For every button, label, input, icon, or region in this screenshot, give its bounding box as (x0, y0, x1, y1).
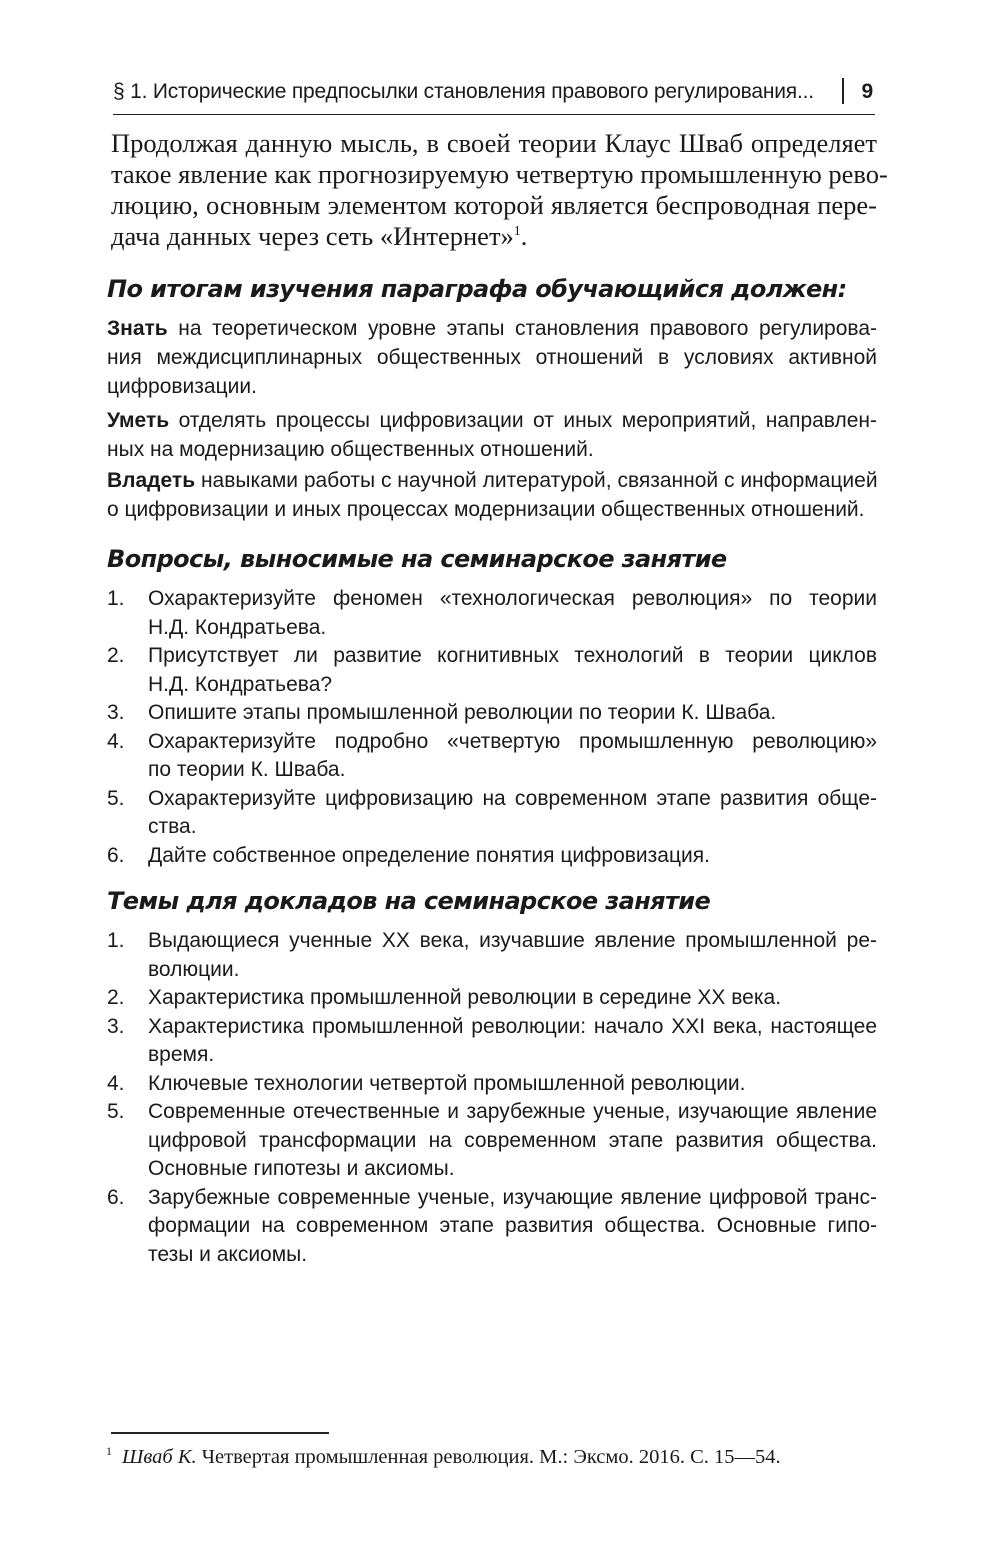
list-item-number: 2. (107, 986, 125, 1009)
list-item-number: 5. (107, 786, 125, 810)
list-item-number: 4. (107, 1071, 125, 1095)
outcome-able-lead: Уметь (107, 409, 170, 432)
topics-heading: Темы для докладов на семинарское занятие (107, 887, 711, 915)
list-item (107, 1013, 877, 1070)
list-item-line: по теории К. Шваба. (148, 758, 346, 781)
list-item-number: 6. (107, 1185, 125, 1209)
footnote-reference[interactable]: 1 (513, 224, 521, 240)
list-item-line: ства. (148, 815, 197, 838)
outcome-master-text: навыками работы с научной литературой, связанной с информацией (195, 469, 878, 492)
outcome-master (107, 466, 877, 524)
list-item-number: 4. (107, 729, 125, 753)
questions-heading: Вопросы, выносимые на семинарское занятие (107, 545, 727, 573)
outcome-master-lead: Владеть (107, 469, 196, 492)
list-item-line: время. (148, 1043, 215, 1066)
outcome-able-line: ных на модернизацию общественных отношений. (107, 438, 594, 461)
list-item (107, 1098, 877, 1184)
outcome-know-line: ния междисциплинарных общественных отношений в условиях активной (107, 346, 877, 369)
list-item (107, 699, 877, 728)
outcome-able-line (107, 406, 877, 435)
running-header-title: § 1. Исторические предпосылки становления правового регулирования... (113, 80, 814, 103)
outcome-able (107, 406, 877, 464)
list-item-line: Н.Д. Кондратьева? (148, 672, 333, 696)
list-item (107, 984, 877, 1013)
list-item-line: Охарактеризуйте феномен «технологическая революция» по теории (148, 587, 877, 610)
list-item-number: 5. (107, 1100, 125, 1123)
page-number: 9 (861, 80, 873, 103)
outcome-master-line: о цифровизации и иных процессах модернизации общественных отношений. (107, 498, 865, 521)
intro-line-tail: . (520, 221, 528, 251)
list-item-line: Основные гипотезы и аксиомы. (148, 1157, 455, 1180)
list-item-number: 2. (107, 644, 125, 667)
list-item (107, 927, 877, 984)
topics-list (107, 927, 877, 1269)
list-item (107, 728, 877, 785)
questions-list (107, 585, 877, 870)
running-header-divider (842, 78, 844, 104)
list-item (107, 785, 877, 842)
footnote-mark: 1 (106, 1444, 112, 1458)
outcome-able-text: отделять процессы цифровизации от иных мероприятий, направлен- (169, 409, 877, 432)
list-item (107, 642, 877, 699)
list-item (107, 842, 877, 871)
intro-line: такое явление как прогнозируемую четвертую промышленную рево- (111, 159, 888, 189)
list-item-line: Опишите этапы промышленной революции по теории К. Шваба. (148, 701, 777, 724)
list-item-line: Присутствует ли развитие когнитивных технологий в теории циклов (148, 644, 877, 667)
intro-paragraph (111, 128, 888, 252)
outcome-know-line (107, 314, 877, 343)
list-item-line: Ключевые технологии четвертой промышленной революции. (148, 1071, 746, 1095)
footnote-rule (111, 1432, 329, 1434)
list-item-line: волюции. (148, 957, 240, 981)
outcome-know (107, 314, 877, 401)
list-item-line: Охарактеризуйте цифровизацию на современном этапе развития обще- (148, 786, 877, 810)
intro-line: Продолжая данную мысль, в своей теории Клаус Шваб определяет (111, 128, 877, 158)
outcome-know-text: на теоретическом уровне этапы становления правового регулирова- (167, 317, 877, 340)
list-item-line: Н.Д. Кондратьева. (148, 615, 327, 639)
list-item-number: 6. (107, 843, 125, 867)
list-item (107, 1184, 877, 1270)
outcome-know-lead: Знать (107, 317, 168, 340)
list-item-line: Выдающиеся ученные XX века, изучавшие явление промышленной ре- (148, 929, 877, 952)
list-item-line: Современные отечественные и зарубежные ученые, изучающие явление (148, 1100, 877, 1123)
list-item-number: 3. (107, 701, 125, 724)
list-item-line: тезы и аксиомы. (148, 1242, 308, 1266)
list-item-number: 1. (107, 929, 125, 952)
footnote (106, 1444, 781, 1469)
outcomes-heading: По итогам изучения параграфа обучающийся должен: (107, 275, 847, 303)
outcome-master-line (107, 466, 877, 495)
list-item-line: цифровой трансформации на современном этапе развития общества. (148, 1128, 877, 1152)
list-item-line: Охарактеризуйте подробно «четвертую промышленную революцию» (148, 729, 877, 753)
list-item (107, 585, 877, 642)
list-item-line: формации на современном этапе развития общества. Основные гипо- (148, 1214, 877, 1237)
list-item-line: Зарубежные современные ученые, изучающие явление цифровой транс- (148, 1185, 877, 1209)
footnote-text: Четвертая промышленная революция. М.: Эксмо. 2016. С. 15—54. (196, 1445, 781, 1468)
intro-line-last (111, 221, 877, 252)
list-item-line: Характеристика промышленной революции: начало XXI века, настоящее (148, 1014, 877, 1038)
list-item-line: Характеристика промышленной революции в середине XX века. (148, 986, 782, 1009)
list-item-number: 3. (107, 1014, 125, 1038)
list-item-number: 1. (107, 587, 125, 610)
running-header (113, 78, 875, 115)
intro-line: люцию, основным элементом которой является беспроводная пере- (111, 190, 877, 220)
list-item (107, 1070, 877, 1099)
footnote-author: Шваб К. (122, 1445, 197, 1468)
list-item-line: Дайте собственное определение понятия цифровизация. (148, 843, 710, 867)
intro-line-text: дача данных через сеть «Интернет» (111, 221, 514, 251)
outcome-know-line: цифровизации. (107, 375, 257, 398)
